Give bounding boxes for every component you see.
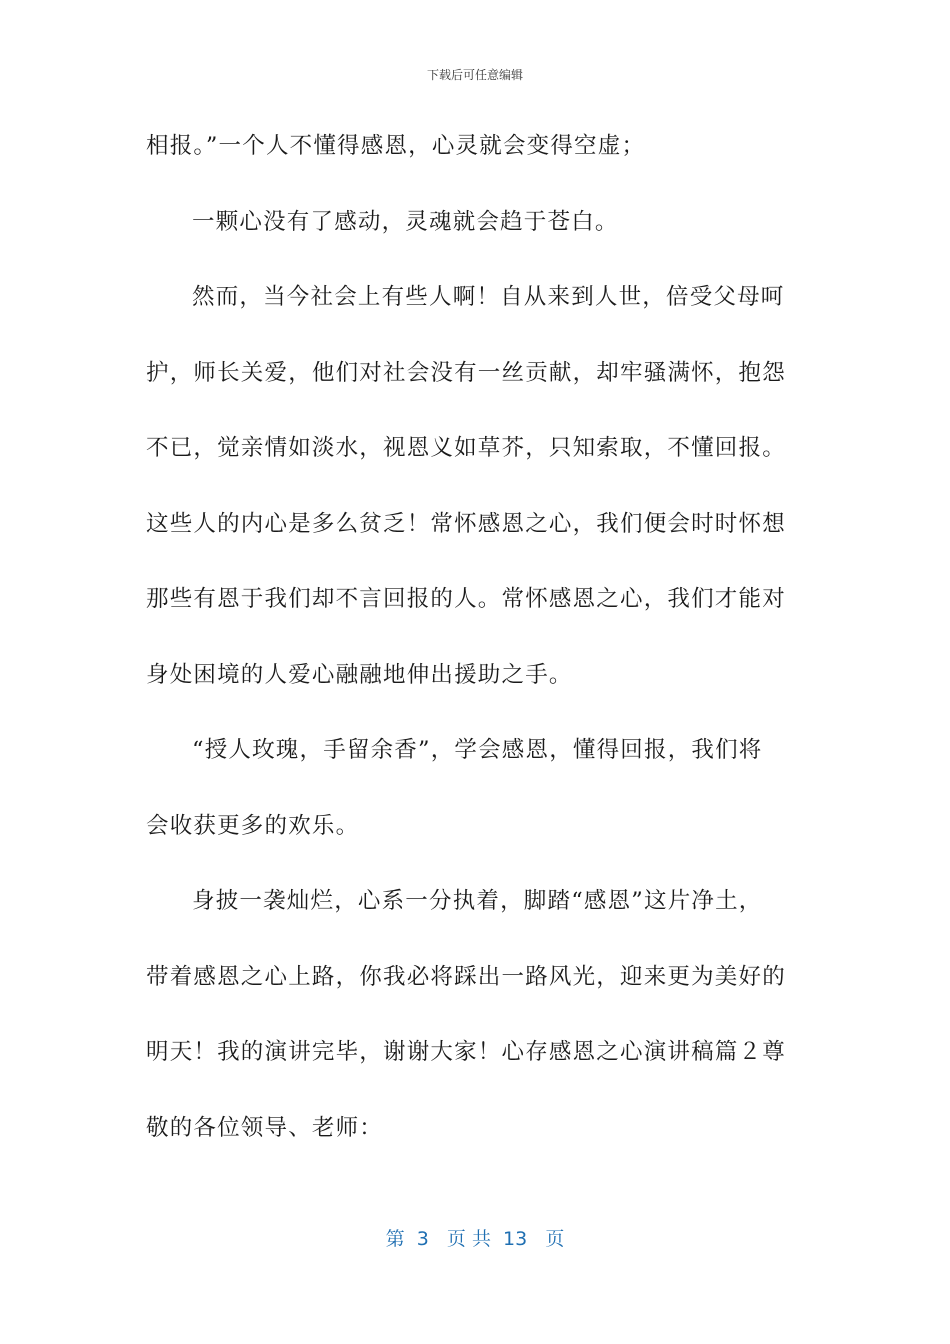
text-line: 那些有恩于我们却不言回报的人。常怀感恩之心，我们才能对 (146, 586, 786, 612)
text-line: 会收获更多的欢乐。 (146, 812, 360, 839)
text-line: 带着感恩之心上路，你我必将踩出一路风光，迎来更为美好的 (146, 963, 786, 990)
text-line: 然而，当今社会上有些人啊！自从来到人世，倍受父母呵 (192, 284, 785, 310)
text-line: 身处困境的人爱心融融地伸出援助之手。 (146, 661, 573, 688)
text-line: 一颗心没有了感动，灵魂就会趋于苍白。 (192, 208, 619, 235)
page-header-note: 下载后可任意编辑 (426, 68, 523, 82)
text-line: 这些人的内心是多么贫乏！常怀感恩之心，我们便会时时怀想 (146, 510, 786, 537)
text-line: 身披一袭灿烂，心系一分执着，脚踏“感恩”这片净土， (192, 888, 763, 914)
text-line: 明天！我的演讲完毕，谢谢大家！心存感恩之心演讲稿篇２尊 (146, 1039, 786, 1065)
text-line: 护，师长关爱，他们对社会没有一丝贡献，却牢骚满怀，抱怨 (146, 359, 786, 386)
text-line: 相报。”一个人不懂得感恩，心灵就会变得空虚； (146, 133, 646, 159)
text-line: 不已，觉亲情如淡水，视恩义如草芥，只知索取，不懂回报。 (146, 435, 786, 461)
text-line: “授人玫瑰，手留余香”，学会感恩，懂得回报，我们将 (192, 737, 763, 763)
text-line: 敬的各位领导、老师： (146, 1114, 384, 1141)
page-number-footer: 第 3 页 共 13 页 (385, 1228, 565, 1250)
document-body (146, 122, 806, 1179)
